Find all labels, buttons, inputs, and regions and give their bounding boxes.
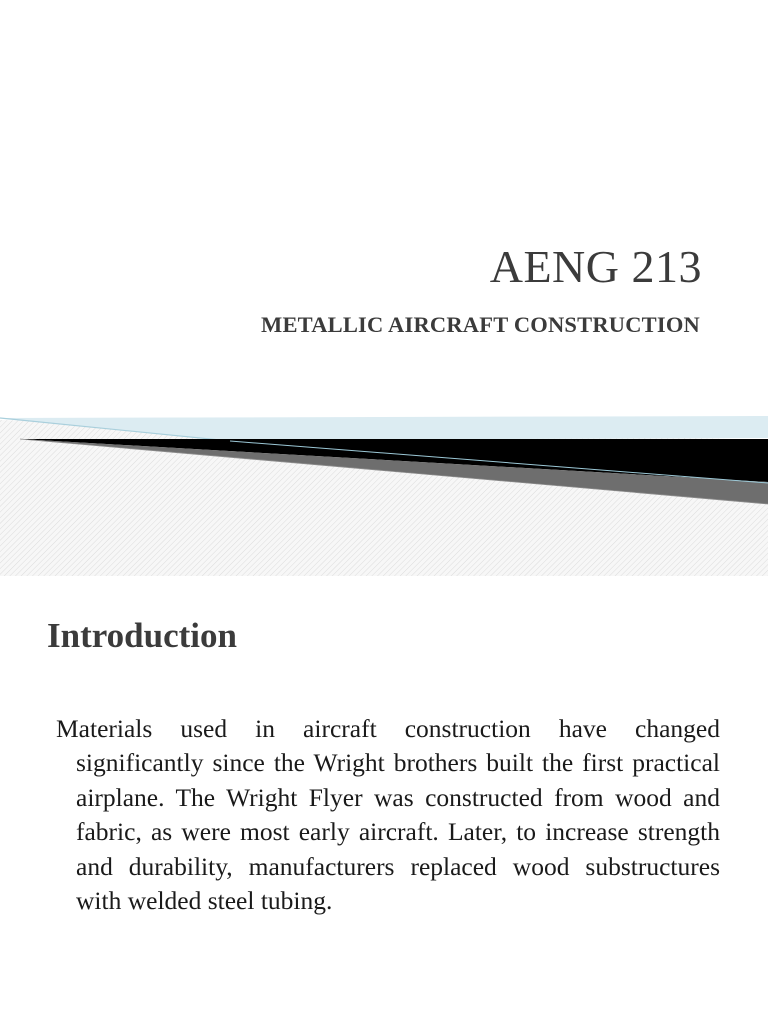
- decorative-band: [0, 410, 768, 576]
- course-code: AENG 213: [489, 241, 702, 292]
- course-title: METALLIC AIRCRAFT CONSTRUCTION: [261, 312, 700, 337]
- content-slide: [0, 576, 768, 1024]
- section-heading: Introduction: [47, 616, 237, 655]
- intro-paragraph: Materials used in aircraft construction have changed significantly since the Wright brothers built the first practical airplane. The Wright Flyer was constructed from wood and fabric, as were most early aircraft. Later, to increase strength and durability, manufacturers replaced wood substructures with welded steel tubing.: [56, 714, 720, 916]
